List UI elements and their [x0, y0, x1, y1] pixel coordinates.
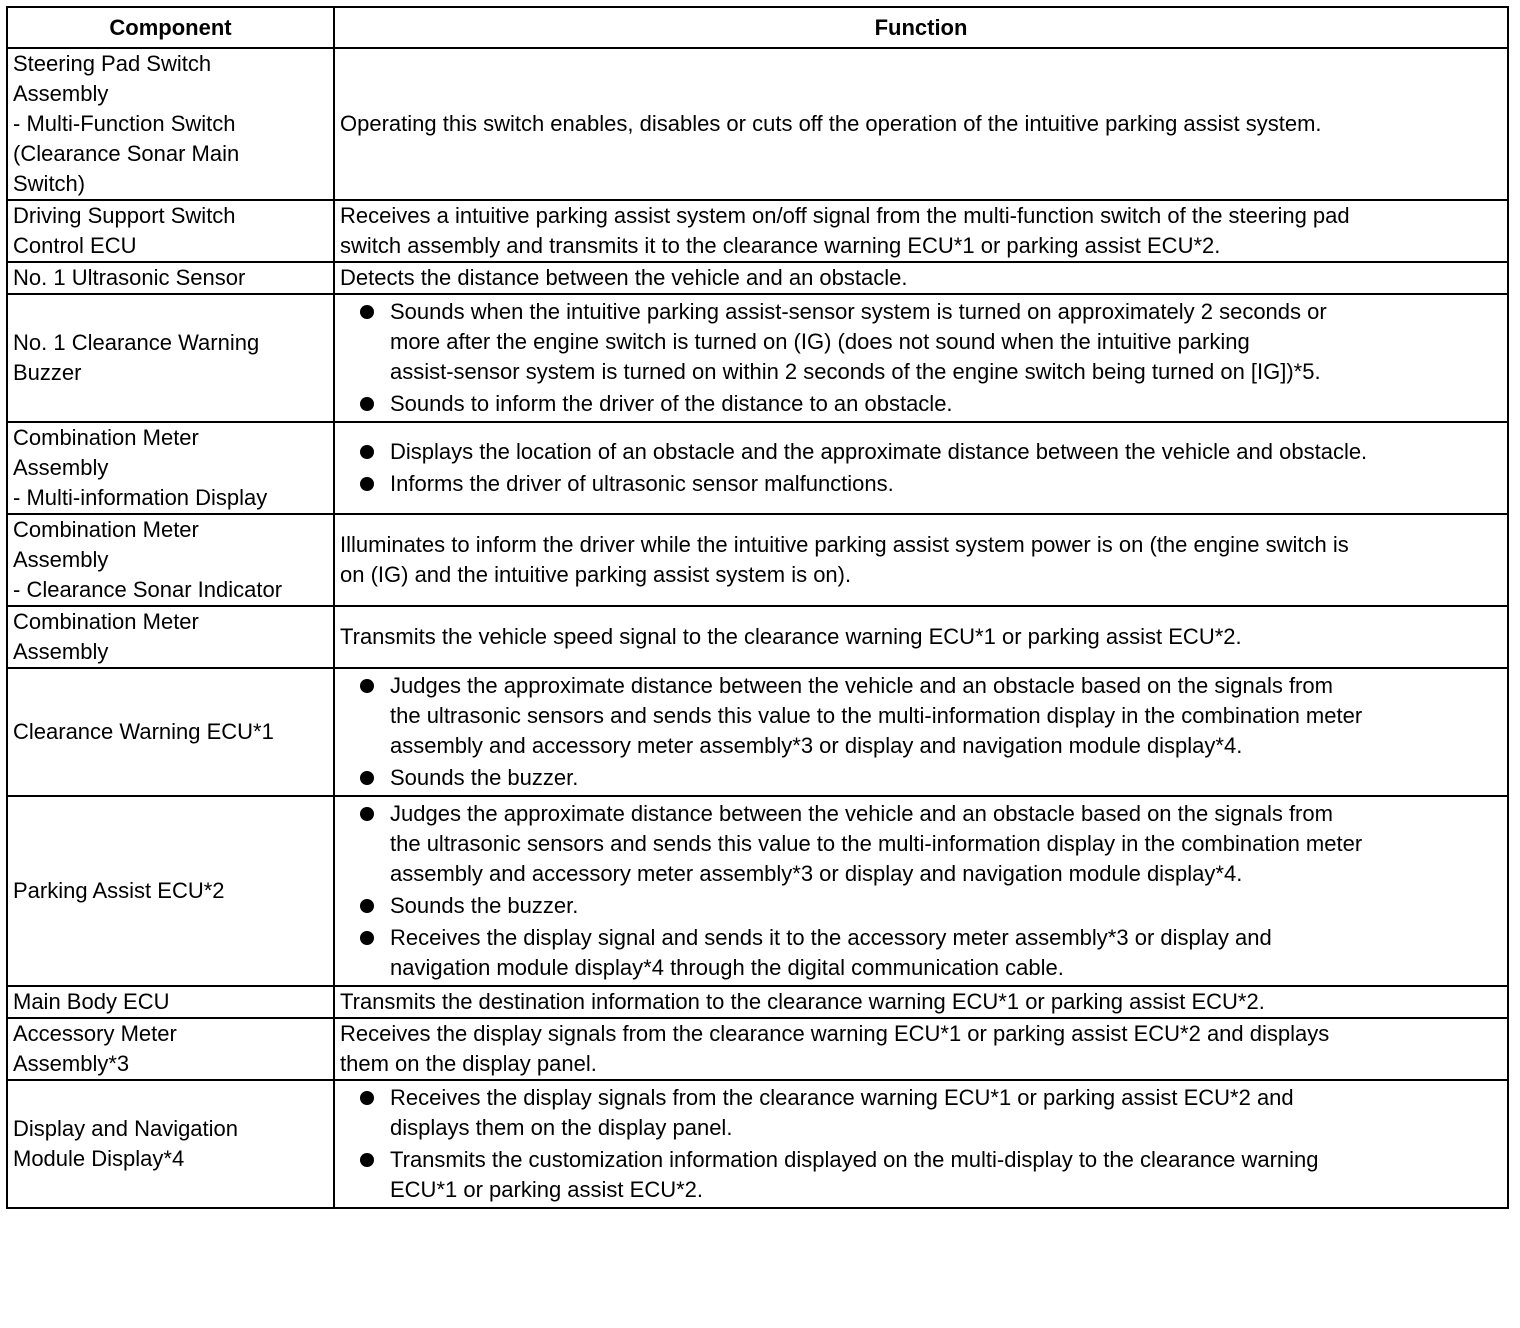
function-cell: [334, 200, 1508, 262]
component-line: Buzzer: [13, 360, 82, 385]
function-line: Illuminates to inform the driver while the intuitive parking assist system power is on (the engine switch is: [340, 532, 1349, 557]
bullet-item: [340, 763, 1503, 793]
bullet-line: assembly and accessory meter assembly*3 or display and navigation module display*4.: [390, 733, 1243, 758]
bullet-dot-icon: [360, 305, 374, 319]
component-cell: [7, 514, 334, 606]
function-line: them on the display panel.: [340, 1051, 597, 1076]
function-bullet-list: [340, 1083, 1503, 1205]
component-line: Assembly*3: [13, 1051, 130, 1076]
function-text: [340, 530, 1503, 590]
bullet-dot-icon: [360, 477, 374, 491]
component-cell: [7, 422, 334, 514]
component-line: No. 1 Clearance Warning: [13, 330, 260, 355]
component-cell: [7, 986, 334, 1018]
component-line: Assembly: [13, 81, 109, 106]
bullet-line: ECU*1 or parking assist ECU*2.: [390, 1177, 704, 1202]
component-line: Assembly: [13, 639, 109, 664]
component-cell: [7, 1018, 334, 1080]
function-bullet-list: [340, 799, 1503, 983]
function-cell: [334, 262, 1508, 294]
bullet-line: Sounds to inform the driver of the distance to an obstacle.: [390, 391, 953, 416]
component-line: Assembly: [13, 455, 109, 480]
bullet-item: [340, 389, 1503, 419]
table-row: [7, 48, 1508, 200]
function-cell: [334, 796, 1508, 986]
function-line: Receives the display signals from the clearance warning ECU*1 or parking assist ECU*2 and displays: [340, 1021, 1330, 1046]
table-row: [7, 262, 1508, 294]
function-cell: [334, 668, 1508, 796]
table-row: [7, 294, 1508, 422]
function-cell: [334, 1080, 1508, 1208]
function-text: [340, 622, 1503, 652]
table-row: [7, 1080, 1508, 1208]
function-line: on (IG) and the intuitive parking assist system is on).: [340, 562, 852, 587]
table-row: [7, 200, 1508, 262]
component-cell: [7, 1080, 334, 1208]
component-line: Main Body ECU: [13, 989, 170, 1014]
bullet-line: Judges the approximate distance between the vehicle and an obstacle based on the signals from: [390, 673, 1333, 698]
component-line: Switch): [13, 171, 86, 196]
component-line: Assembly: [13, 547, 109, 572]
component-line: Control ECU: [13, 233, 137, 258]
bullet-dot-icon: [360, 397, 374, 411]
bullet-line: assembly and accessory meter assembly*3 or display and navigation module display*4.: [390, 861, 1243, 886]
function-bullet-list: [340, 297, 1503, 419]
bullet-dot-icon: [360, 807, 374, 821]
bullet-line: navigation module display*4 through the digital communication cable.: [390, 955, 1064, 980]
bullet-item: [340, 671, 1503, 761]
component-cell: [7, 294, 334, 422]
function-text: [340, 263, 1503, 293]
function-cell: [334, 1018, 1508, 1080]
bullet-item: [340, 1083, 1503, 1143]
bullet-line: Sounds when the intuitive parking assist-sensor system is turned on approximately 2 seconds or: [390, 299, 1327, 324]
bullet-dot-icon: [360, 771, 374, 785]
function-text: [340, 109, 1503, 139]
bullet-line: displays them on the display panel.: [390, 1115, 733, 1140]
bullet-dot-icon: [360, 931, 374, 945]
bullet-line: the ultrasonic sensors and sends this value to the multi-information display in the combination meter: [390, 703, 1363, 728]
bullet-line: assist-sensor system is turned on within 2 seconds of the engine switch being turned on [IG])*5.: [390, 359, 1321, 384]
component-line: Combination Meter: [13, 517, 199, 542]
component-cell: [7, 48, 334, 200]
function-line: Detects the distance between the vehicle and an obstacle.: [340, 265, 908, 290]
component-line: Steering Pad Switch: [13, 51, 212, 76]
header-component: Component: [7, 7, 334, 48]
component-cell: [7, 200, 334, 262]
table-row: [7, 668, 1508, 796]
component-line: Parking Assist ECU*2: [13, 878, 225, 903]
component-cell: [7, 796, 334, 986]
component-line: (Clearance Sonar Main: [13, 141, 240, 166]
bullet-line: Informs the driver of ultrasonic sensor malfunctions.: [390, 471, 894, 496]
bullet-line: Judges the approximate distance between the vehicle and an obstacle based on the signals from: [390, 801, 1333, 826]
table-row: [7, 422, 1508, 514]
function-line: Transmits the vehicle speed signal to the clearance warning ECU*1 or parking assist ECU*2.: [340, 624, 1242, 649]
bullet-dot-icon: [360, 1153, 374, 1167]
bullet-dot-icon: [360, 679, 374, 693]
component-line: Accessory Meter: [13, 1021, 177, 1046]
bullet-dot-icon: [360, 899, 374, 913]
function-cell: [334, 294, 1508, 422]
function-cell: [334, 48, 1508, 200]
bullet-item: [340, 799, 1503, 889]
function-line: switch assembly and transmits it to the clearance warning ECU*1 or parking assist ECU*2.: [340, 233, 1221, 258]
component-line: Module Display*4: [13, 1146, 185, 1171]
component-function-table: [6, 6, 1509, 1209]
component-cell: [7, 606, 334, 668]
table-row: [7, 606, 1508, 668]
component-line: Driving Support Switch: [13, 203, 236, 228]
function-cell: [334, 514, 1508, 606]
bullet-line: Displays the location of an obstacle and the approximate distance between the vehicle and obstacle.: [390, 439, 1368, 464]
table-row: [7, 514, 1508, 606]
component-line: - Multi-information Display: [13, 485, 268, 510]
table-row: [7, 986, 1508, 1018]
header-function: Function: [334, 7, 1508, 48]
function-text: [340, 1019, 1503, 1079]
bullet-item: [340, 437, 1503, 467]
function-cell: [334, 986, 1508, 1018]
bullet-line: Receives the display signal and sends it to the accessory meter assembly*3 or display and: [390, 925, 1272, 950]
function-bullet-list: [340, 671, 1503, 793]
bullet-item: [340, 923, 1503, 983]
function-line: Receives a intuitive parking assist system on/off signal from the multi-function switch of the steering pad: [340, 203, 1350, 228]
table-row: [7, 1018, 1508, 1080]
function-cell: [334, 422, 1508, 514]
function-cell: [334, 606, 1508, 668]
component-line: Display and Navigation: [13, 1116, 239, 1141]
component-cell: [7, 668, 334, 796]
bullet-line: Sounds the buzzer.: [390, 893, 579, 918]
component-line: Combination Meter: [13, 609, 199, 634]
component-line: - Multi-Function Switch: [13, 111, 236, 136]
bullet-item: [340, 469, 1503, 499]
bullet-item: [340, 297, 1503, 387]
bullet-line: more after the engine switch is turned on (IG) (does not sound when the intuitive parking: [390, 329, 1250, 354]
table-row: [7, 796, 1508, 986]
function-text: [340, 201, 1503, 261]
component-cell: [7, 262, 334, 294]
function-line: Operating this switch enables, disables or cuts off the operation of the intuitive parking assist system.: [340, 111, 1322, 136]
bullet-line: Receives the display signals from the clearance warning ECU*1 or parking assist ECU*2 and: [390, 1085, 1294, 1110]
bullet-dot-icon: [360, 445, 374, 459]
bullet-line: the ultrasonic sensors and sends this value to the multi-information display in the combination meter: [390, 831, 1363, 856]
function-text: [340, 987, 1503, 1017]
component-line: Clearance Warning ECU*1: [13, 719, 274, 744]
function-line: Transmits the destination information to the clearance warning ECU*1 or parking assist ECU*2.: [340, 989, 1265, 1014]
bullet-line: Sounds the buzzer.: [390, 765, 579, 790]
component-line: No. 1 Ultrasonic Sensor: [13, 265, 246, 290]
bullet-item: [340, 891, 1503, 921]
component-line: Combination Meter: [13, 425, 199, 450]
bullet-line: Transmits the customization information displayed on the multi-display to the clearance warning: [390, 1147, 1319, 1172]
header-row: [7, 7, 1508, 48]
bullet-dot-icon: [360, 1091, 374, 1105]
bullet-item: [340, 1145, 1503, 1205]
function-bullet-list: [340, 437, 1503, 499]
component-line: - Clearance Sonar Indicator: [13, 577, 283, 602]
